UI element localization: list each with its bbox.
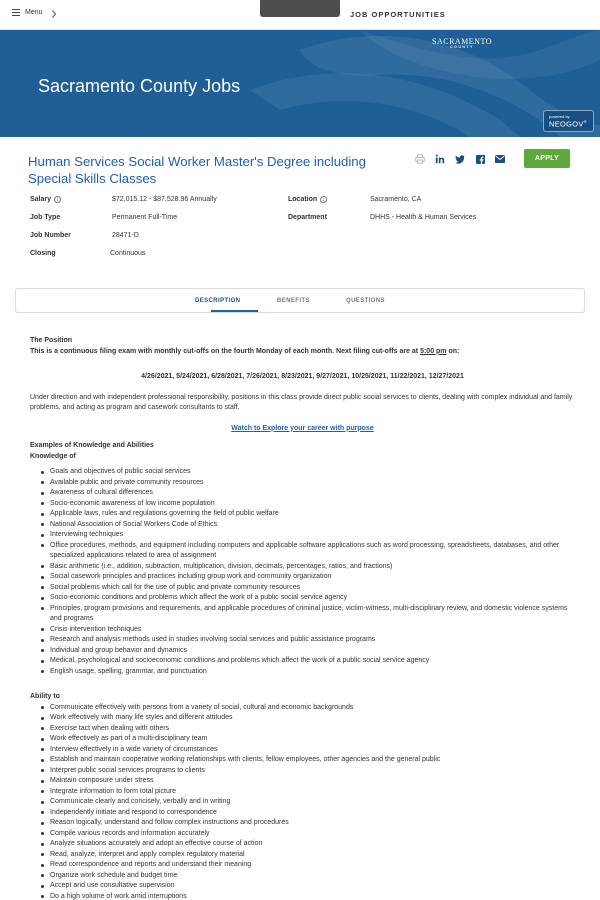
list-item: Social casework principles and practices including group work and community organization	[50, 572, 575, 583]
job-type-label: Job Type	[30, 214, 61, 221]
list-item: Organize work schedule and budget time	[50, 871, 575, 882]
list-item: Socio-economic conditions and problems which affect the work of a public social service agency	[50, 593, 575, 604]
list-item: Accept and use consultative supervision	[50, 881, 575, 892]
logo-line-1: SACRAMENTO	[432, 37, 492, 46]
examples-heading: Examples of Knowledge and Abilities	[30, 442, 154, 449]
job-tabs	[15, 288, 585, 313]
list-item: Do a high volume of work amid interruptions	[50, 892, 575, 900]
job-number-label: Job Number	[30, 232, 71, 239]
list-item: Read correspondence and reports and understand their meaning	[50, 860, 575, 871]
sacramento-county-logo	[432, 37, 492, 49]
list-item: Medical, psychological and socioeconomic conditions and problems which affect the work of a public social service agency	[50, 656, 575, 667]
job-type-value: Permanent Full-Time	[112, 214, 178, 221]
list-item: Analyze situations accurately and adopt an effective course of action	[50, 839, 575, 850]
closing-value: Continuous	[110, 250, 146, 257]
list-item: Research and analysis methods used in studies involving social services and public assistance programs	[50, 635, 575, 646]
list-item: Social problems which call for the use of public and private community resources	[50, 583, 575, 594]
neogov-text: NEOGOV®	[549, 119, 587, 129]
job-opportunities-heading: JOB OPPORTUNITIES	[350, 10, 446, 19]
list-item: Interview effectively in a wide variety of circumstances	[50, 745, 575, 756]
list-item: National Association of Social Workers Code of Ethics	[50, 520, 575, 531]
list-item: Maintain composure under stress	[50, 776, 575, 787]
list-item: English usage, spelling, grammar, and punctuation	[50, 667, 575, 678]
top-navigation	[0, 0, 600, 30]
list-item: Independently initiate and respond to correspondence	[50, 808, 575, 819]
list-item: Basic arithmetic (i.e., addition, subtraction, multiplication, division, decimals, percentages, ratios, and fractions)	[50, 562, 575, 573]
chevron-right-icon[interactable]	[51, 9, 57, 19]
list-item: Goals and objectives of public social services	[50, 467, 575, 478]
ability-list	[30, 703, 575, 900]
tab-questions[interactable]: QUESTIONS	[346, 298, 385, 304]
department-label: Department	[288, 214, 327, 221]
apply-button[interactable]: APPLY	[524, 149, 570, 168]
career-video-link[interactable]: Watch to Explore your career with purpose	[231, 424, 374, 432]
list-item: Office procedures, methods, and equipment including computers and applicable software applications such as word processing, spreadsheets, databases, and other specialized applications related to area of assignment	[50, 541, 575, 562]
list-item: Crisis intervention techniques	[50, 625, 575, 636]
list-item: Communicate clearly and concisely, verbally and in writing	[50, 797, 575, 808]
location-label: Location i	[288, 196, 327, 203]
job-title: Human Services Social Worker Master's Degree including Special Skills Classes	[28, 154, 366, 186]
list-item: Interpret public social services programs to clients	[50, 766, 575, 777]
knowledge-heading: Knowledge of	[30, 452, 76, 460]
agency-logo[interactable]	[260, 0, 340, 17]
list-item: Principles, program provisions and requirements, and applicable procedures of criminal justice, victim-witness, multi-disciplinary review, and domestic violence systems and programs	[50, 604, 575, 625]
list-item: Interviewing techniques	[50, 530, 575, 541]
department-value: DHHS - Health & Human Services	[370, 214, 477, 221]
position-heading: The Position	[30, 337, 72, 344]
salary-label: Salary i	[30, 196, 61, 203]
tab-benefits[interactable]: BENEFITS	[277, 298, 310, 304]
tab-description[interactable]: DESCRIPTION	[195, 298, 241, 304]
list-item: Establish and maintain cooperative working relationships with clients, fellow employees, other agencies and the general public	[50, 755, 575, 766]
list-item: Available public and private community resources	[50, 478, 575, 489]
filing-time: 5:00 pm	[420, 347, 447, 355]
salary-value: $72,015.12 - $87,528.96 Annually	[112, 196, 217, 203]
list-item: Applicable laws, rules and regulations governing the field of public welfare	[50, 509, 575, 520]
facebook-icon[interactable]	[473, 153, 487, 165]
banner-title: Sacramento County Jobs	[38, 76, 241, 96]
info-icon[interactable]: i	[54, 196, 61, 203]
list-item: Reason logically, understand and follow complex instructions and procedures	[50, 818, 575, 829]
share-actions	[413, 153, 507, 165]
job-number-value: 28471-D	[112, 232, 139, 239]
list-item: Integrate information to form total picture	[50, 787, 575, 798]
position-description: Under direction and with independent professional responsibility, positions in this class provide direct public social services to clients, dealing with complex individual and family problems, and acting as program and casework consultants to staff.	[30, 393, 573, 411]
knowledge-list	[30, 467, 575, 677]
hamburger-icon	[12, 9, 20, 16]
powered-by-neogov-badge[interactable]	[543, 110, 594, 132]
linkedin-icon[interactable]	[433, 153, 447, 165]
list-item: Work effectively with many life styles and different attitudes	[50, 713, 575, 724]
location-value: Sacramento, CA	[370, 196, 422, 203]
ability-heading: Ability to	[30, 693, 60, 700]
list-item: Compile various records and information accurately	[50, 829, 575, 840]
list-item: Awareness of cultural differences	[50, 488, 575, 499]
info-icon[interactable]: i	[320, 196, 327, 203]
cutoff-dates: 4/26/2021, 5/24/2021, 6/28/2021, 7/26/2021, 8/23/2021, 9/27/2021, 10/25/2021, 11/22/2021, 12/27/2021	[141, 373, 464, 380]
twitter-icon[interactable]	[453, 153, 467, 165]
hero-banner	[0, 30, 600, 137]
powered-by-text: powered by	[549, 114, 570, 119]
list-item: Communicate effectively with persons from a variety of social, cultural and economic backgrounds	[50, 703, 575, 714]
menu-button[interactable]	[12, 9, 43, 16]
list-item: Socio-economic awareness of low income population	[50, 499, 575, 510]
list-item: Exercise tact when dealing with others	[50, 724, 575, 735]
filing-notice: This is a continuous filing exam with monthly cut-offs on the fourth Monday of each month. Next filing cut-offs are at 5:00 pm on:	[30, 347, 460, 355]
closing-label: Closing	[30, 250, 56, 257]
logo-line-2: COUNTY	[450, 45, 474, 49]
print-icon[interactable]	[413, 153, 427, 165]
active-tab-indicator	[211, 310, 258, 312]
list-item: Work effectively as part of a multi-disciplinary team	[50, 734, 575, 745]
list-item: Read, analyze, interpret and apply complex regulatory material	[50, 850, 575, 861]
job-description	[30, 336, 575, 900]
list-item: Individual and group behavior and dynamics	[50, 646, 575, 657]
menu-label: Menu	[25, 9, 43, 16]
email-icon[interactable]	[493, 153, 507, 165]
